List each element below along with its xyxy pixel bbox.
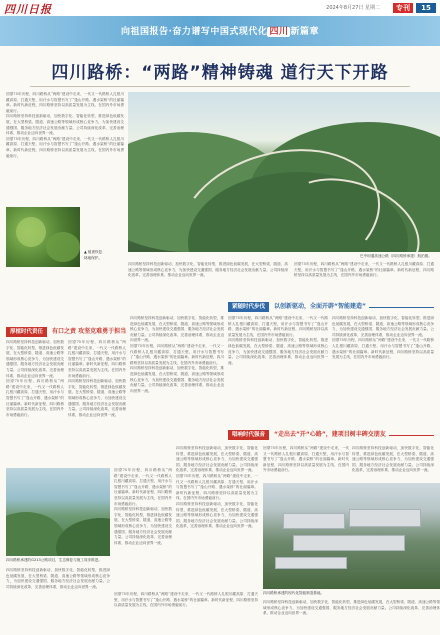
lead-column (6, 92, 124, 204)
body-text: 回望75年历程，四川路桥从“两路”建设中走来，一代又一代路桥人扎根川藏高原、打通天堑，用汗水与智慧书写了“逢山开路、遇水架桥”的壮丽篇章。新时代新征程，四川路桥坚持以高质量发展为主线，在国内外市场勇毅前行。 (68, 340, 126, 378)
section-heading-going-global (228, 430, 434, 440)
section-badge: 厚植时代责任 (6, 327, 47, 337)
title-divider (30, 86, 410, 87)
section-title: 以创新驱动，全面开辟“智能建造” (274, 303, 366, 310)
body-column-7 (176, 446, 258, 588)
section-badge: 唱响时代强音 (228, 430, 269, 440)
forest-photo (6, 207, 80, 267)
body-text: 四川路桥坚持科技创新驱动，加快数字化、智能化转型，推进绿色低碳发展，在大型桥梁、隧道、高速公路等领域形成核心竞争力，为加快建设交通强国、服务地方经济社会发展贡献力量。公司持续深化改革，完善治理体系，推动企业迈向世界一流。 (68, 379, 126, 417)
banner-text (0, 24, 440, 37)
lake-photo-caption: 四川路桥承建的G213公路项目，生态修复与施工同步推进。 (6, 558, 102, 562)
body-text: 四川路桥坚持科技创新驱动，加快数字化、智能化转型，推进绿色低碳发展，在大型桥梁、隧道、高速公路等领域形成核心竞争力，为加快建设交通强国、服务地方经济社会发展贡献力量。公司持续深化改革，完善治理体系，推动企业迈向世界一流。 (228, 338, 328, 365)
body-column-1 (6, 340, 64, 464)
body-text: 回望75年历程，四川路桥从“两路”建设中走来，一代又一代路桥人扎根川藏高原、打通天堑，用汗水与智慧书写了“逢山开路、遇水架桥”的壮丽篇章。新时代新征程，四川路桥坚持以高质量发展为主线，在国内外市场勇毅前行。 (332, 338, 434, 360)
forest-caption-2: 林地保护。 (84, 256, 102, 260)
intro-right-text: 回望75年历程，四川路桥从“两路”建设中走来，一代又一代路桥人扎根川藏高原、打通天堑，用汗水与智慧书写了“逢山开路、遇水架桥”的壮丽篇章。新时代新征程，四川路桥坚持以高质量发展为主线，在国内外市场勇毅前行。 (294, 262, 434, 278)
banner-highlight: 四川 (269, 27, 289, 37)
page-title: 四川路桥：“两路”精神铸魂 道行天下开路 (51, 63, 389, 83)
body-column-8 (263, 446, 349, 480)
body-text: 回望75年历程，四川路桥从“两路”建设中走来，一代又一代路桥人扎根川藏高原、打通天堑，用汗水与智慧书写了“逢山开路、遇水架桥”的壮丽篇章。新时代新征程，四川路桥坚持以高质量发展为主线，在国内外市场勇毅前行。 (263, 446, 349, 473)
page-number: 15 (416, 3, 436, 13)
body-text: 四川路桥坚持科技创新驱动，加快数字化、智能化转型，推进绿色低碳发展，在大型桥梁、隧道、高速公路等领域形成核心竞争力，为加快建设交通强国、服务地方经济社会发展贡献力量。公司持续深化改革，完善治理体系，推动企业迈向世界一流。 (176, 501, 258, 529)
issue-date: 2024年8月27日 星期二 (326, 5, 380, 11)
mountain-highway-photo (128, 92, 440, 252)
lead-text: 回望75年历程，四川路桥从“两路”建设中走来，一代又一代路桥人扎根川藏高原、打通天堑，用汗水与智慧书写了“逢山开路、遇水架桥”的壮丽篇章。新时代新征程，四川路桥坚持以高质量发展为主线，在国内外市场勇毅前行。 (6, 92, 124, 113)
theme-banner (0, 16, 440, 46)
body-text: 四川路桥坚持科技创新驱动，加快数字化、智能化转型，推进绿色低碳发展，在大型桥梁、隧道、高速公路等领域形成核心竞争力，为加快建设交通强国、服务地方经济社会发展贡献力量。公司持续深化改革，完善治理体系，推动企业迈向世界一流。 (130, 316, 224, 343)
intro-column-mid (128, 262, 288, 302)
lead-text-2: 四川路桥坚持科技创新驱动，加快数字化、智能化转型，推进绿色低碳发展，在大型桥梁、隧道、高速公路等领域形成核心竞争力，为加快建设交通强国、服务地方经济社会发展贡献力量。公司持续深化改革，完善治理体系，推动企业迈向世界一流。 (6, 114, 124, 136)
body-text: 回望75年历程，四川路桥从“两路”建设中走来，一代又一代路桥人扎根川藏高原、打通天堑，用汗水与智慧书写了“逢山开路、遇水架桥”的壮丽篇章。新时代新征程，四川路桥坚持以高质量发展为主线，在国内外市场勇毅前行。 (114, 592, 258, 608)
forest-caption: ▲ 植被恢复 (84, 250, 103, 254)
section-badge: 紧随时代步伐 (228, 302, 269, 312)
body-column-4 (228, 316, 328, 424)
section-heading-innovation (228, 302, 434, 312)
section-title: “走出去”开“心路”，建项目树丰碑交朋友 (274, 431, 386, 438)
body-text: 回望75年历程，四川路桥从“两路”建设中走来，一代又一代路桥人扎根川藏高原、打通天堑，用汗水与智慧书写了“逢山开路、遇水架桥”的壮丽篇章。新时代新征程，四川路桥坚持以高质量发展为主线，在国内外市场勇毅前行。 (6, 379, 64, 417)
body-column-5 (332, 316, 434, 424)
newspaper-logo: 四川日报 (4, 3, 52, 16)
section-rule (369, 307, 434, 308)
body-column-12 (263, 600, 440, 632)
body-column-9 (352, 446, 434, 480)
body-text: 回望75年历程，四川路桥从“两路”建设中走来，一代又一代路桥人扎根川藏高原、打通天堑，用汗水与智慧书写了“逢山开路、遇水架桥”的壮丽篇章。新时代新征程，四川路桥坚持以高质量发展为主线，在国内外市场勇毅前行。 (114, 468, 172, 506)
body-text: 四川路桥坚持科技创新驱动，加快数字化、智能化转型，推进绿色低碳发展，在大型桥梁、隧道、高速公路等领域形成核心竞争力，为加快建设交通强国、服务地方经济社会发展贡献力量。公司持续深化改革，完善治理体系，推动企业迈向世界一流。 (352, 446, 434, 473)
factory-base-photo (263, 483, 440, 589)
intro-column-right (294, 262, 434, 302)
body-text: 四川路桥坚持科技创新驱动，加快数字化、智能化转型，推进绿色低碳发展，在大型桥梁、隧道、高速公路等领域形成核心竞争力，为加快建设交通强国、服务地方经济社会发展贡献力量。公司持续深化改革，完善治理体系，推动企业迈向世界一流。 (114, 507, 172, 545)
body-text: 回望75年历程，四川路桥从“两路”建设中走来，一代又一代路桥人扎根川藏高原、打通天堑，用汗水与智慧书写了“逢山开路、遇水架桥”的壮丽篇章。新时代新征程，四川路桥坚持以高质量发展为主线，在国内外市场勇毅前行。 (228, 316, 328, 337)
page-header (0, 0, 440, 16)
section-title: 有口之责 攻坚克难勇于担当 (52, 328, 127, 335)
factory-photo-caption: 四川路桥承建的现代化智能制造基地。 (263, 591, 325, 595)
banner-prefix: 向祖国报告·奋力谱写中国式现代化 (121, 27, 268, 37)
body-column-6 (114, 468, 172, 588)
body-text: 四川路桥坚持科技创新驱动，加快数字化、智能化转型，推进绿色低碳发展，在大型桥梁、隧道、高速公路等领域形成核心竞争力，为加快建设交通强国、服务地方经济社会发展贡献力量。公司持续深化改革，完善治理体系，推动企业迈向世界一流。 (176, 446, 258, 473)
body-column-11 (114, 592, 258, 632)
body-text: 四川路桥坚持科技创新驱动，加快数字化、智能化转型，推进绿色低碳发展，在大型桥梁、隧道、高速公路等领域形成核心竞争力，为加快建设交通强国、服务地方经济社会发展贡献力量。公司持续深化改革，完善治理体系，推动企业迈向世界一流。 (263, 600, 440, 616)
body-text: 四川路桥坚持科技创新驱动，加快数字化、智能化转型，推进绿色低碳发展，在大型桥梁、隧道、高速公路等领域形成核心竞争力，为加快建设交通强国、服务地方经济社会发展贡献力量。公司持续深化改革，完善治理体系，推动企业迈向世界一流。 (130, 366, 224, 393)
body-column-10 (6, 568, 110, 632)
body-text: 回望75年历程，四川路桥从“两路”建设中走来，一代又一代路桥人扎根川藏高原、打通天堑，用汗水与智慧书写了“逢山开路、遇水架桥”的壮丽篇章。新时代新征程，四川路桥坚持以高质量发展为主线，在国内外市场勇毅前行。 (176, 473, 258, 501)
body-text: 回望75年历程，四川路桥从“两路”建设中走来，一代又一代路桥人扎根川藏高原、打通天堑，用汗水与智慧书写了“逢山开路、遇水架桥”的壮丽篇章。新时代新征程，四川路桥坚持以高质量发展为主线，在国内外市场勇毅前行。 (130, 343, 224, 365)
intro-mid-text: 四川路桥坚持科技创新驱动，加快数字化、智能化转型，推进绿色低碳发展，在大型桥梁、隧道、高速公路等领域形成核心竞争力，为加快建设交通强国、服务地方经济社会发展贡献力量。公司持续深化改革，完善治理体系，推动企业迈向世界一流。 (128, 262, 288, 278)
lead-text-3: 回望75年历程，四川路桥从“两路”建设中走来，一代又一代路桥人扎根川藏高原、打通天堑，用汗水与智慧书写了“逢山开路、遇水架桥”的壮丽篇章。新时代新征程，四川路桥坚持以高质量发展为主线，在国内外市场勇毅前行。 (6, 136, 124, 158)
body-text: 四川路桥坚持科技创新驱动，加快数字化、智能化转型，推进绿色低碳发展，在大型桥梁、隧道、高速公路等领域形成核心竞争力，为加快建设交通强国、服务地方经济社会发展贡献力量。公司持续深化改革，完善治理体系，推动企业迈向世界一流。 (6, 568, 110, 589)
lakeside-project-photo (6, 468, 110, 556)
body-text: 四川路桥坚持科技创新驱动，加快数字化、智能化转型，推进绿色低碳发展，在大型桥梁、隧道、高速公路等领域形成核心竞争力，为加快建设交通强国、服务地方经济社会发展贡献力量。公司持续深化改革，完善治理体系，推动企业迈向世界一流。 (332, 316, 434, 337)
mountain-photo-caption: 巴中坝通高速公路（四川路桥承建）航拍图。 (360, 254, 432, 258)
section-tag: 专刊 (393, 3, 413, 13)
banner-suffix: 新篇章 (290, 27, 319, 37)
section-heading-responsibility (6, 327, 127, 337)
body-column-2 (68, 340, 126, 464)
body-text: 四川路桥坚持科技创新驱动，加快数字化、智能化转型，推进绿色低碳发展，在大型桥梁、隧道、高速公路等领域形成核心竞争力，为加快建设交通强国、服务地方经济社会发展贡献力量。公司持续深化改革，完善治理体系，推动企业迈向世界一流。 (6, 340, 64, 378)
section-rule (389, 435, 434, 436)
